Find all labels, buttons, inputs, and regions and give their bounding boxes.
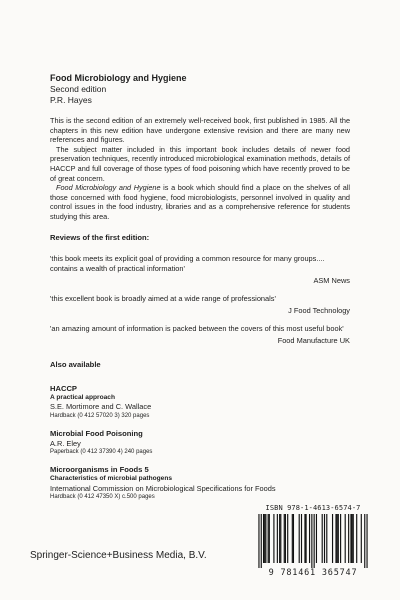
cover-text [50, 73, 350, 510]
barcode-bar [306, 514, 307, 563]
description-paragraph-1: This is the second edition of an extremely well-received book, first published in 1985. All the chapters in this new edition have undergone extensive revision and there are many new references and figures. [50, 116, 350, 145]
barcode-bar [353, 514, 354, 563]
barcode-bar [292, 514, 293, 563]
related-book-subtitle: A practical approach [50, 393, 115, 401]
related-book [50, 465, 350, 501]
barcode-bar [279, 514, 280, 563]
related-book-title: Microbial Food Poisoning [50, 428, 143, 438]
barcode-bar [338, 514, 339, 563]
barcode-bars [252, 514, 374, 568]
barcode-bar [352, 514, 353, 563]
barcode-bar [268, 514, 269, 563]
barcode-bar [273, 514, 274, 563]
review-source: ASM News [313, 275, 350, 285]
barcode-bar [335, 514, 336, 563]
barcode-bar [258, 514, 259, 568]
barcode-bar [340, 514, 341, 563]
related-book-authors: A.R. Eley [50, 438, 81, 448]
book-edition: Second edition [50, 84, 107, 94]
barcode-bar [269, 514, 270, 563]
related-book-authors: S.E. Mortimore and C. Wallace [50, 402, 152, 412]
related-book-details: Hardback (0 412 47350 X) c.500 pages [50, 494, 155, 501]
related-book-authors: International Commission on Microbiological Specifications for Foods [50, 483, 276, 493]
barcode-bar [309, 514, 310, 563]
related-book-title: Microorganisms in Foods 5 [50, 465, 149, 475]
description-paragraph-2: The subject matter included in this important book includes details of newer food preservation techniques, recently introduced microbiological examination methods, details of HACCP and full coverage of those types of food poisoning which have recently proved to be of great concern. [50, 144, 350, 183]
description-paragraph-3 [50, 183, 350, 221]
barcode-bar [348, 514, 349, 563]
barcode-bar [311, 514, 312, 568]
book-title: Food Microbiology and Hygiene [50, 73, 187, 83]
barcode-bar [364, 514, 365, 568]
barcode-bar [285, 514, 286, 563]
related-book [50, 384, 350, 420]
barcode-bar [316, 514, 317, 563]
barcode-bar [322, 514, 323, 563]
review-source: Food Manufacture UK [277, 335, 350, 345]
barcode-bar [314, 514, 315, 568]
barcode-bar [293, 514, 294, 563]
barcode-bar [337, 514, 338, 563]
barcode-bar [324, 514, 325, 563]
barcode-bar [265, 514, 266, 563]
barcode-bar [287, 514, 288, 563]
related-book-details: Hardback (0 412 57020 3) 320 pages [50, 412, 150, 419]
barcode-bar [263, 514, 264, 563]
barcode-bar [366, 514, 367, 568]
barcode-bar [301, 514, 302, 563]
barcode-bar [304, 514, 305, 563]
review-quote: 'this book meets its explicit goal of providing a common resource for many groups.... contains a wealth of practical information' [50, 253, 325, 273]
reviews-heading: Reviews of the first edition: [50, 232, 150, 242]
barcode-bar [277, 514, 278, 563]
barcode-bar [350, 514, 351, 563]
book-title-italic: Food Microbiology and Hygiene [56, 183, 161, 193]
barcode-bar [280, 514, 281, 563]
barcode-bar [261, 514, 262, 568]
review-source: J Food Technology [288, 305, 350, 315]
related-book-details: Paperback (0 412 37390 4) 240 pages [50, 449, 153, 456]
barcode [252, 504, 374, 580]
barcode-bar [264, 514, 265, 563]
publisher-name: Springer-Science+Business Media, B.V. [30, 550, 207, 561]
barcode-bar [326, 514, 327, 563]
barcode-bar [299, 514, 300, 563]
description-paragraph-3-text: is a book which should find a place on the shelves of all those concerned with food hygiene, food microbiologists, personnel involved in quality and control issues in the food industry, libraries and as a comprehensive reference for students studying this area. [50, 183, 350, 221]
barcode-bar [284, 514, 285, 563]
review-quote: 'an amazing amount of information is packed between the covers of this most useful book' [50, 323, 344, 333]
barcode-number: 9 781461 365747 [268, 568, 358, 578]
also-available-heading: Also available [50, 359, 101, 369]
barcode-bar [356, 514, 357, 563]
barcode-bar [345, 514, 346, 563]
book-author: P.R. Hayes [50, 94, 92, 105]
barcode-bar [332, 514, 333, 563]
review-quote: 'this excellent book is broadly aimed at a wide range of professionals' [50, 293, 276, 303]
barcode-bar [361, 514, 362, 563]
related-book-subtitle: Characteristics of microbial pathogens [50, 475, 173, 483]
related-book-title: HACCP [50, 383, 78, 393]
related-book [50, 429, 350, 457]
isbn-label: ISBN 978-1-4613-6574-7 [265, 504, 361, 512]
